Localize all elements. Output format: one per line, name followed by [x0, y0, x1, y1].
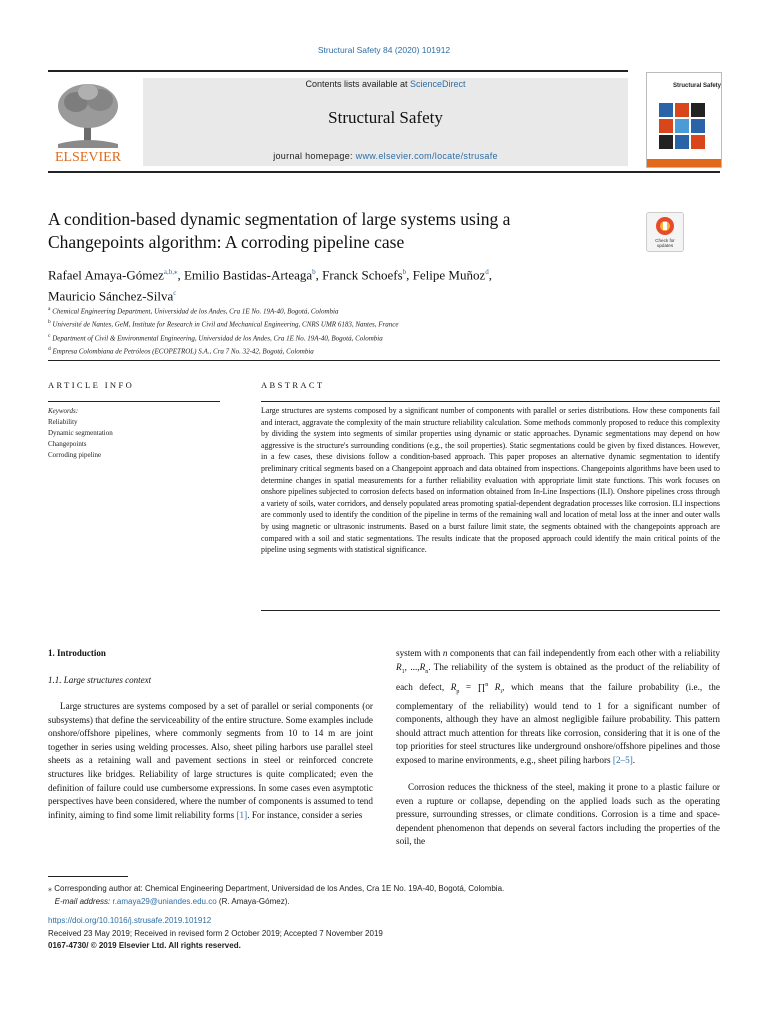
- paper-title: [48, 208, 608, 254]
- author-list: [48, 263, 648, 306]
- doi-link[interactable]: https://doi.org/10.1016/j.strusafe.2019.101912: [48, 916, 212, 925]
- keyword-item: Corroding pipeline: [48, 451, 102, 459]
- check-for-updates-button[interactable]: [646, 212, 684, 252]
- journal-cover-thumbnail[interactable]: [646, 72, 722, 168]
- contents-line: [143, 79, 628, 89]
- author-affil-sup[interactable]: a,b,⁎: [163, 268, 178, 276]
- author-name[interactable]: Emilio Bastidas-Arteaga: [183, 267, 313, 283]
- section-rule: [48, 360, 720, 361]
- author-separator: ,: [406, 267, 413, 283]
- check-updates-label: Check for updates: [655, 238, 675, 248]
- copyright-line: 0167-4730/ © 2019 Elsevier Ltd. All rights reserved.: [48, 941, 241, 950]
- journal-name: Structural Safety: [328, 108, 443, 127]
- sciencedirect-link[interactable]: ScienceDirect: [410, 79, 466, 89]
- author-separator: ,: [488, 267, 492, 283]
- author-name[interactable]: Franck Schoefs: [322, 267, 403, 283]
- affiliation-item: $^c$ Department of Civil & Environmental Engineering, Universidad de los Andes, Cra 1E No. 19A-40, Bogotá, Colombia: [48, 332, 383, 342]
- homepage-prefix: journal homepage:: [273, 151, 356, 161]
- footnote-rule: [48, 876, 128, 877]
- formula: R: [450, 682, 457, 693]
- keywords-block: [48, 406, 218, 461]
- subsection-heading: 1.1. Large structures context: [48, 675, 152, 685]
- title-line-1: A condition-based dynamic segmentation of large systems using a: [48, 209, 511, 229]
- affiliation-item: $^b$ Université de Nantes, GeM, Institute for Research in Civil and Mechanical Engineering, CNRS UMR 6183, Nantes, France: [48, 319, 399, 329]
- citation-link[interactable]: [2–5]: [612, 754, 633, 765]
- elsevier-logo: [48, 78, 128, 164]
- citation-link[interactable]: [1]: [236, 809, 248, 820]
- keywords-heading: Keywords:: [48, 407, 79, 415]
- keyword-item: Reliability: [48, 418, 78, 426]
- author-affil-sup[interactable]: c: [173, 289, 177, 298]
- abstract-text: Large structures are systems composed by a significant number of components with parallel or series distributions. How these components fail and interact, aggravate the complexity of the main structure reliability calculation. Some methods commonly proposed to reduce this complexity by dividing the system into segments of similar properties using dynamic or static approaches. Dynamic segmentations may depend on how aggressive is the structure's surrounding conditions (e.g., the soil properties). Static segmentations could be given by fixed distances. However, in a few cases, these divisions follow a condition-based approach. This paper proposes an alternative dynamic segmentation to identify preliminary critical segments based on a Changepoint approach and data obtained from inspections. Changepoints algorithms have been used to determine changes in spatial measurements for a further reliability evaluation with appropriate limit state functions. This work focuses on onshore pipelines subjected to corrosion defects based on information obtained from In-Line Inspections (ILI). Onshore pipelines cross through a variety of soils, water corridors, and densely populated areas promoting spatial-dependent degradation processes like corrosion. ILI inspections are commonly used to identify the condition of the pipeline in terms of the remaining wall and location of metal loss at the inner and outer walls by using magnetic or ultrasonic instruments. Based on a burst failure limit state, the segments obtained with the changepoints approach are compared with a soil and static segmentations. The results indicate that the proposed approach could identify the main critical points of the pipeline using segments with statistical significance.: [261, 406, 720, 555]
- journal-reference[interactable]: Structural Safety 84 (2020) 101912: [317, 45, 451, 55]
- keyword-item: Changepoints: [48, 440, 87, 448]
- body-paragraph: Large structures are systems composed by a set of parallel or serial components (or subsystems) that define the serviceability of the entire structure. Some examples include onshore/offshore pipelines, where commonly segments from 10 to 14 m are joint together in series using welding processes. Also, sheet piling harbors use parallel steel sheets as a retaining wall and pavement sections in steel or reinforced concrete structures like bridges. Reliability of large structures is quite complicated; even the definition of failure could use cumbersome expressions. In some cases even asymptotic perspectives have been considered, where the number of components is assumed to tend infinity, aiming to find some limit reliability forms [1]. For instance, consider a series: [48, 701, 373, 820]
- affiliation-item: $^d$ Empresa Colombiana de Petróleos (ECOPETROL) S.A., Cra 7 No. 32-42, Bogotá, Colombia: [48, 345, 314, 356]
- title-line-2: Changepoints algorithm: A corroding pipeline case: [48, 232, 405, 252]
- abstract-bottom-rule: [261, 610, 720, 611]
- author-separator: ,: [177, 267, 184, 283]
- corresponding-author-note: ⁎ Corresponding author at: Chemical Engineering Department, Universidad de los Andes, Cra 1E No. 19A-40, Bogotá, Colombia.: [48, 884, 505, 893]
- publication-info: [48, 915, 720, 953]
- author-name[interactable]: Mauricio Sánchez-Silva: [48, 288, 174, 304]
- body-paragraph: Corrosion reduces the thickness of the steel, making it prone to a plastic failure or even a rupture or collapse, depending on the applied loads such as the operating pressure, surrounding stresses, or climate conditions. Corrosion is a time and space-dependent phenomenon that depends on several factors including the properties of the soil, the: [396, 782, 720, 847]
- email-link[interactable]: r.amaya29@uniandes.edu.co: [112, 897, 217, 906]
- author-name[interactable]: Rafael Amaya-Gómez: [48, 267, 164, 283]
- received-dates: Received 23 May 2019; Received in revised form 2 October 2019; Accepted 7 November 2019: [48, 928, 383, 938]
- contents-prefix: Contents lists available at: [305, 79, 411, 89]
- affiliation-list: [48, 304, 648, 357]
- section-heading: 1. Introduction: [48, 648, 106, 658]
- author-affil-sup[interactable]: b: [402, 268, 407, 276]
- author-affil-sup[interactable]: d: [485, 268, 489, 276]
- email-line: E-mail address: r.amaya29@uniandes.edu.co (R. Amaya-Gómez).: [54, 897, 290, 906]
- article-info-heading: ARTICLE INFO: [48, 380, 135, 390]
- homepage-link[interactable]: www.elsevier.com/locate/strusafe: [355, 151, 498, 161]
- homepage-line: [143, 151, 628, 161]
- cover-art-icon: [647, 73, 721, 167]
- abstract-rule: [261, 401, 720, 402]
- author-affil-sup[interactable]: b: [312, 268, 316, 276]
- affiliation-item: $^a$ Chemical Engineering Department, Universidad de los Andes, Cra 1E No. 19A-40, Bogotá, Colombia: [48, 306, 339, 316]
- author-separator: ,: [315, 267, 323, 283]
- cover-title: Structural Safety: [672, 83, 721, 89]
- elsevier-tree-icon: [48, 78, 128, 164]
- header-rule-top: [48, 70, 628, 72]
- elsevier-wordmark: ELSEVIER: [54, 150, 122, 164]
- author-name[interactable]: Felipe Muñoz: [412, 267, 486, 283]
- keyword-item: Dynamic segmentation: [48, 429, 113, 437]
- article-info-rule: [48, 401, 220, 402]
- body-paragraph: system with n components that can fail independently from each other with a reliability $R_1$, $...,R_n$. The reliability of the system is obtained as the product of the reliability of each defect, $R_p$ = ∏$^n$ $R_i$, which means that the failure probability (i.e., the complementary of the reliability) would tend to 1 for a significant number of components, although they have an almost negligible failure probability. This pattern should attract much attention for threats like corrosion, considering that it is one of the top priorities for steel structures like underground onshore/offshore pipelines and those exposed to marine environments, e.g., sheet piling harbors [2–5].: [396, 648, 720, 765]
- header-rule-bottom: [48, 171, 720, 173]
- footnote: [48, 882, 720, 908]
- abstract-heading: ABSTRACT: [261, 380, 325, 390]
